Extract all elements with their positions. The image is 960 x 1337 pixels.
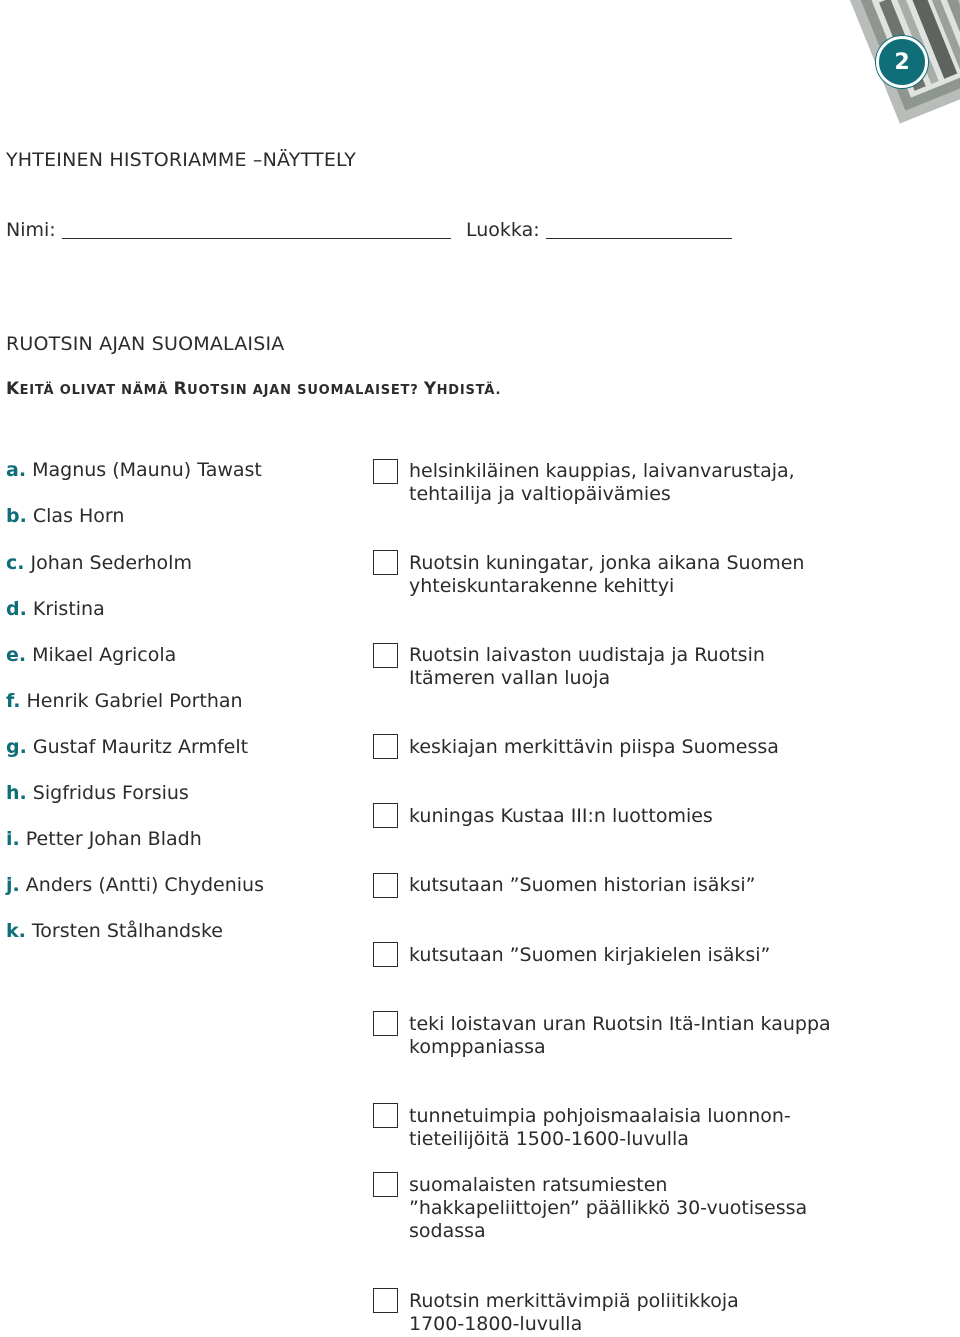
instruction-cap-1: K xyxy=(6,379,20,399)
description-item: teki loistavan uran Ruotsin Itä-Intian kauppa komppaniassa xyxy=(409,1013,831,1058)
person-item: h. Sigfridus Forsius xyxy=(6,782,189,804)
description-item: suomalaisten ratsumiesten ”hakkapeliittojen” päällikkö 30-vuotisessa sodassa xyxy=(409,1174,808,1242)
person-item: c. Johan Sederholm xyxy=(6,552,192,574)
answer-box[interactable] xyxy=(373,459,398,484)
description-item: Ruotsin laivaston uudistaja ja Ruotsin Itämeren vallan luoja xyxy=(409,644,765,689)
instruction-cap-2: R xyxy=(173,379,188,399)
person-item: b. Clas Horn xyxy=(6,505,125,527)
page-number-badge: 2 xyxy=(876,36,928,88)
person-item: k. Torsten Stålhandske xyxy=(6,920,223,942)
instruction-part-3: HDISTÄ. xyxy=(436,383,502,398)
person-item: f. Henrik Gabriel Porthan xyxy=(6,690,243,712)
answer-box[interactable] xyxy=(373,942,398,967)
name-field-line[interactable] xyxy=(62,238,451,239)
instruction-text xyxy=(6,379,501,399)
person-item: e. Mikael Agricola xyxy=(6,644,177,666)
person-item: j. Anders (Antti) Chydenius xyxy=(6,874,264,896)
answer-box[interactable] xyxy=(373,734,398,759)
person-item: d. Kristina xyxy=(6,598,105,620)
answer-box[interactable] xyxy=(373,803,398,828)
answer-box[interactable] xyxy=(373,550,398,575)
answer-box[interactable] xyxy=(373,1172,398,1197)
instruction-part-1: EITÄ OLIVAT NÄMÄ xyxy=(19,383,174,398)
description-item: Ruotsin merkittävimpiä poliitikkoja 1700-1800-luvulla xyxy=(409,1290,739,1335)
description-item: kutsutaan ”Suomen historian isäksi” xyxy=(409,874,756,896)
class-label: Luokka: xyxy=(466,219,540,241)
answer-box[interactable] xyxy=(373,1288,398,1313)
description-item: Ruotsin kuningatar, jonka aikana Suomen yhteiskuntarakenne kehittyi xyxy=(409,552,805,597)
description-item: kuningas Kustaa III:n luottomies xyxy=(409,805,713,827)
description-item: tunnetuimpia pohjoismaalaisia luonnon- tieteilijöitä 1500-1600-luvulla xyxy=(409,1105,791,1150)
description-item: helsinkiläinen kauppias, laivanvarustaja, tehtailija ja valtiopäivämies xyxy=(409,460,795,505)
instruction-part-2: UOTSIN AJAN SUOMALAISET? xyxy=(187,383,424,398)
answer-box[interactable] xyxy=(373,873,398,898)
description-item: keskiajan merkittävin piispa Suomessa xyxy=(409,736,779,758)
page-title: YHTEINEN HISTORIAMME –NÄYTTELY xyxy=(6,149,357,171)
class-field-line[interactable] xyxy=(546,238,732,239)
answer-box[interactable] xyxy=(373,1011,398,1036)
person-item: g. Gustaf Mauritz Armfelt xyxy=(6,736,249,758)
instruction-cap-3: Y xyxy=(423,379,437,399)
section-heading: RUOTSIN AJAN SUOMALAISIA xyxy=(6,333,285,355)
answer-box[interactable] xyxy=(373,643,398,668)
name-label: Nimi: xyxy=(6,219,56,241)
description-item: kutsutaan ”Suomen kirjakielen isäksi” xyxy=(409,944,771,966)
person-item: i. Petter Johan Bladh xyxy=(6,828,202,850)
answer-box[interactable] xyxy=(373,1103,398,1128)
person-item: a. Magnus (Maunu) Tawast xyxy=(6,459,262,481)
